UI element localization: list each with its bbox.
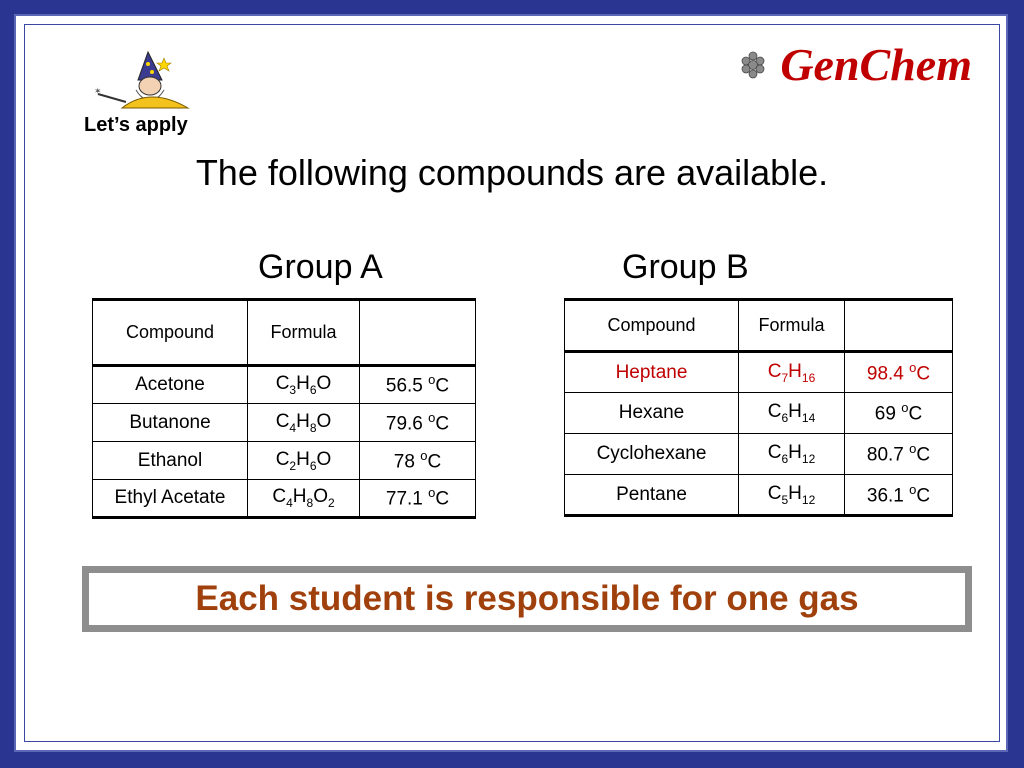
boiling-point-cell: 56.5 $^o$C — [360, 366, 476, 404]
formula-cell: $C_5H_{12}$ — [739, 475, 845, 516]
slide-headline: The following compounds are available. — [195, 152, 829, 193]
boiling-point-cell: 69 $^o$C — [845, 393, 953, 434]
group-a-table — [92, 298, 476, 519]
brand — [736, 38, 972, 91]
formula-cell: $C_6H_{12}$ — [739, 434, 845, 475]
table-row — [93, 480, 476, 518]
column-header: Compound — [93, 300, 248, 366]
group-b-table — [564, 298, 953, 517]
table-row — [93, 404, 476, 442]
boiling-point-cell: 78 $^o$C — [360, 442, 476, 480]
compound-cell: Hexane — [565, 393, 739, 434]
table-row — [565, 434, 953, 475]
table-row — [565, 352, 953, 393]
table-row — [565, 475, 953, 516]
table-row — [565, 393, 953, 434]
column-header: Compound — [565, 300, 739, 352]
group-b-title: Group B — [622, 248, 749, 286]
compound-cell: Pentane — [565, 475, 739, 516]
compound-cell: Cyclohexane — [565, 434, 739, 475]
callout-banner — [82, 566, 972, 632]
table-header-row — [93, 300, 476, 366]
boiling-point-cell: 36.1 $^o$C — [845, 475, 953, 516]
formula-cell: $C_6H_{14}$ — [739, 393, 845, 434]
atom-icon — [736, 48, 770, 82]
boiling-point-cell: 98.4 $^o$C — [845, 352, 953, 393]
callout-text: Each student is responsible for one gas — [195, 579, 859, 618]
compound-cell: Ethanol — [93, 442, 248, 480]
compound-cell: Ethyl Acetate — [93, 480, 248, 518]
brand-title: GenChem — [780, 39, 972, 90]
table-header-row — [565, 300, 953, 352]
compound-cell: Heptane — [565, 352, 739, 393]
callout-banner-inner — [89, 573, 965, 625]
boiling-point-cell: 79.6 $^o$C — [360, 404, 476, 442]
column-header: Formula — [739, 300, 845, 352]
column-header — [360, 300, 476, 366]
compound-cell: Acetone — [93, 366, 248, 404]
table-row — [93, 442, 476, 480]
wizard-clipart-icon — [92, 50, 224, 112]
formula-cell: $C_7H_{16}$ — [739, 352, 845, 393]
formula-cell: $C_4H_8O$ — [248, 404, 360, 442]
boiling-point-cell: 77.1 $^o$C — [360, 480, 476, 518]
column-header: Formula — [248, 300, 360, 366]
group-a-title: Group A — [258, 248, 383, 286]
column-header — [845, 300, 953, 352]
svg-text:✶: ✶ — [94, 86, 102, 96]
table-row — [93, 366, 476, 404]
formula-cell: $C_3H_6O$ — [248, 366, 360, 404]
compound-cell: Butanone — [93, 404, 248, 442]
boiling-point-cell: 80.7 $^o$C — [845, 434, 953, 475]
formula-cell: $C_2H_6O$ — [248, 442, 360, 480]
formula-cell: $C_4H_8O_2$ — [248, 480, 360, 518]
lets-apply-label: Let’s apply — [84, 114, 188, 136]
